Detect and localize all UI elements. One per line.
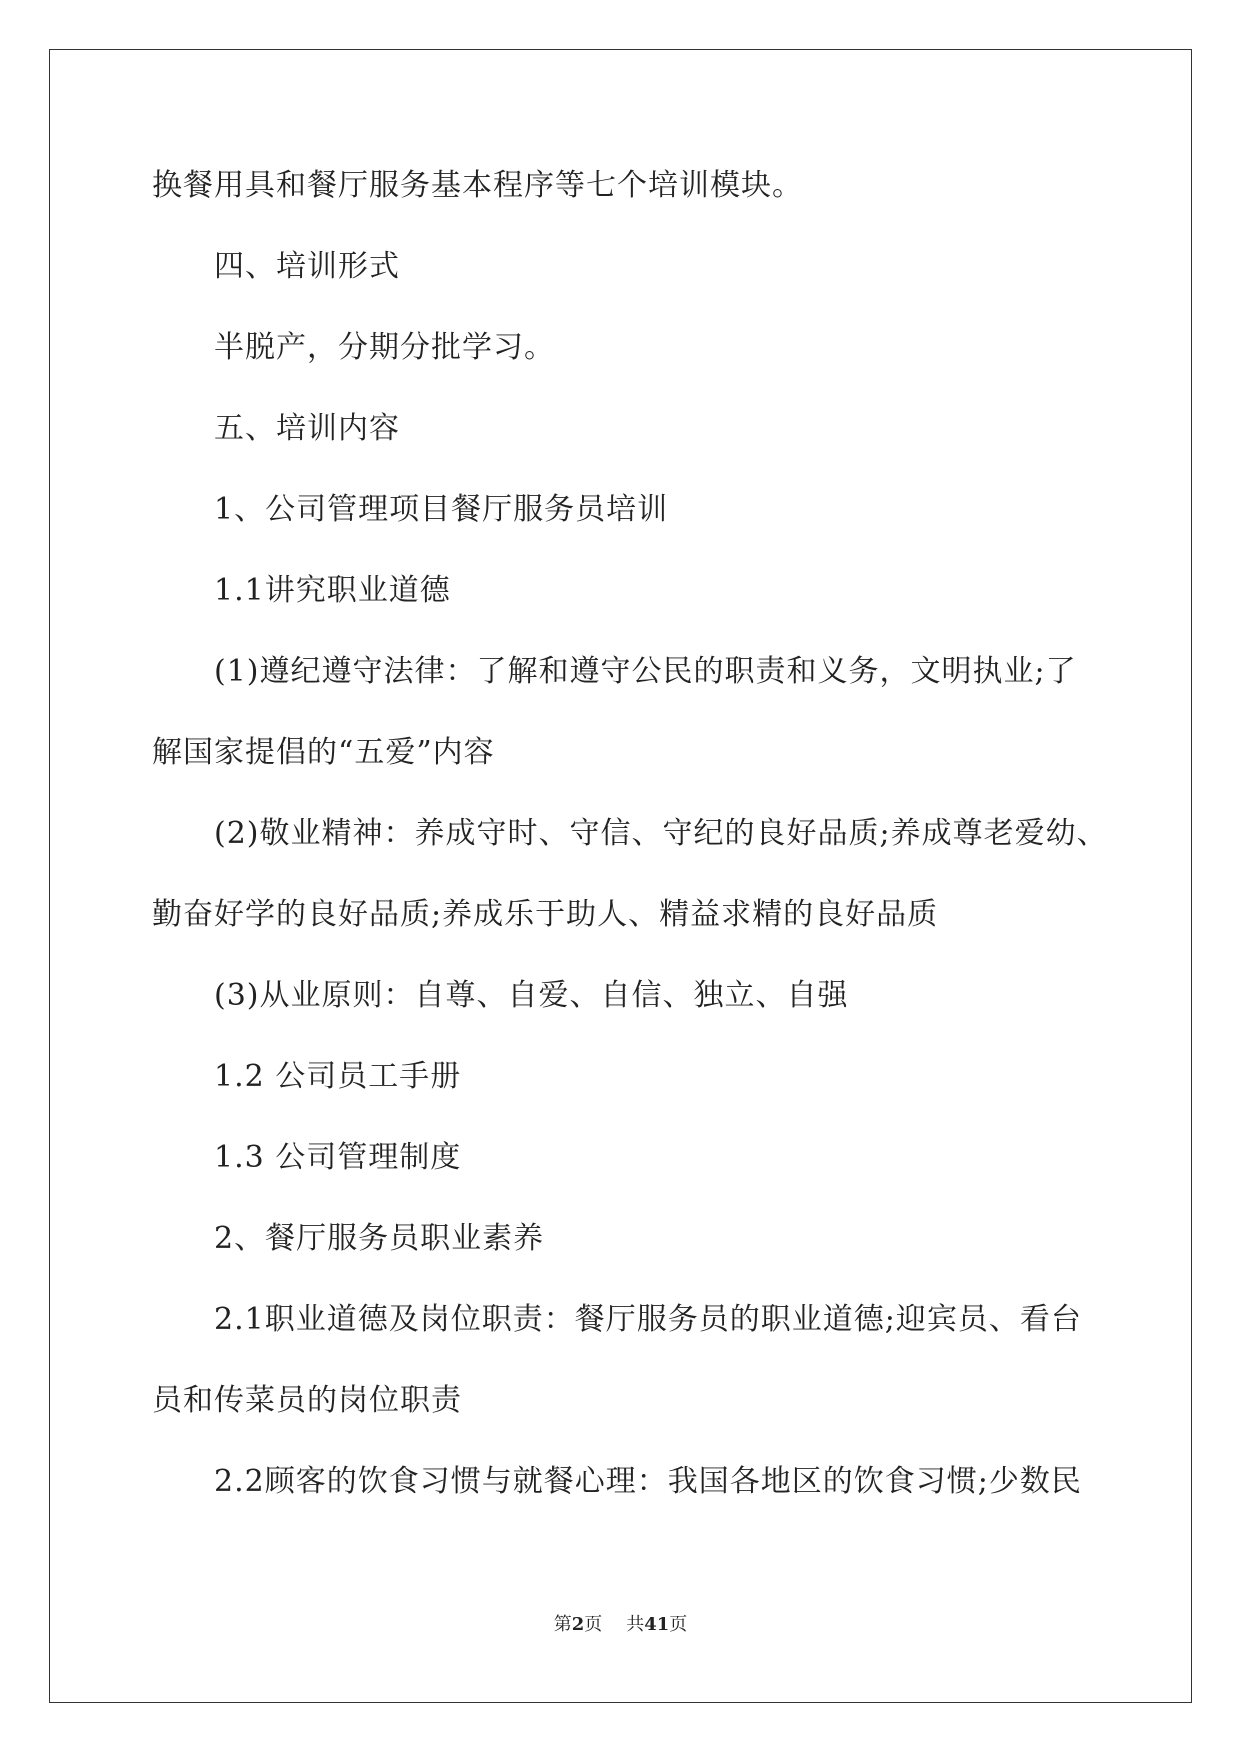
page-border bbox=[49, 49, 1192, 1703]
footer-prefix: 第 bbox=[553, 1614, 572, 1635]
paragraph-line: 勤奋好学的良好品质;养成乐于助人、精益求精的良好品质 bbox=[152, 897, 939, 932]
paragraph-line: 半脱产，分期分批学习。 bbox=[214, 330, 555, 365]
paragraph-line: 解国家提倡的“五爱”内容 bbox=[152, 735, 495, 770]
paragraph-line: (3)从业原则：自尊、自爱、自信、独立、自强 bbox=[214, 978, 849, 1013]
paragraph-line: 2.1职业道德及岗位职责：餐厅服务员的职业道德;迎宾员、看台 bbox=[214, 1302, 1082, 1337]
paragraph-line: 2.2顾客的饮食习惯与就餐心理：我国各地区的饮食习惯;少数民 bbox=[214, 1464, 1082, 1499]
subsection-heading: 1.2 公司员工手册 bbox=[214, 1059, 462, 1094]
subsection-heading: 1.3 公司管理制度 bbox=[214, 1140, 462, 1175]
paragraph-line: 员和传菜员的岗位职责 bbox=[152, 1383, 462, 1418]
paragraph-line: 换餐用具和餐厅服务基本程序等七个培训模块。 bbox=[152, 168, 803, 203]
section-heading: 四、培训形式 bbox=[214, 249, 400, 284]
footer-total-pages: 41 bbox=[644, 1614, 670, 1635]
footer-total-prefix: 共 bbox=[626, 1614, 645, 1635]
footer-total-suffix: 页 bbox=[669, 1614, 688, 1635]
paragraph-line: (1)遵纪遵守法律：了解和遵守公民的职责和义务，文明执业;了 bbox=[214, 654, 1077, 689]
subsection-heading: 1.1讲究职业道德 bbox=[214, 573, 451, 608]
footer-page-suffix: 页 bbox=[584, 1614, 603, 1635]
page-footer bbox=[0, 1610, 1241, 1636]
paragraph-line: (2)敬业精神：养成守时、守信、守纪的良好品质;养成尊老爱幼、 bbox=[214, 816, 1108, 851]
subsection-heading: 1、公司管理项目餐厅服务员培训 bbox=[214, 492, 669, 527]
footer-page-number: 2 bbox=[571, 1614, 585, 1635]
section-heading: 五、培训内容 bbox=[214, 411, 400, 446]
subsection-heading: 2、餐厅服务员职业素养 bbox=[214, 1221, 545, 1256]
